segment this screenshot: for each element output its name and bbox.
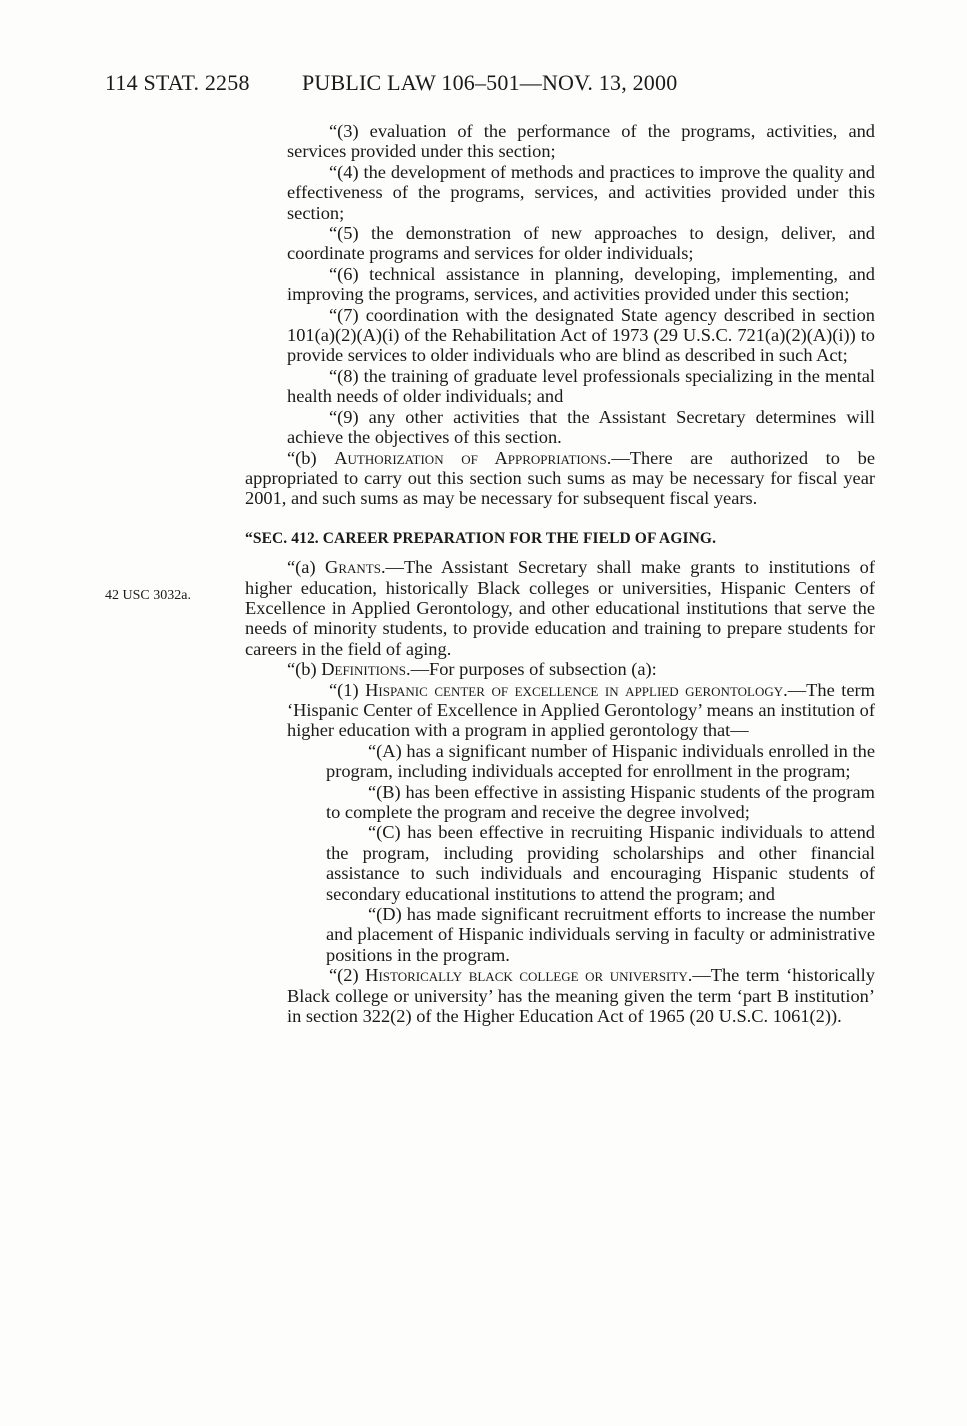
subsection-b-label: “(b) [287, 447, 335, 468]
subsection-a-label: “(a) [287, 557, 326, 578]
clause-c: “(C) has been effective in recruiting Hispanic individuals to attend the program, including providing scholarships and other financial assistance to such individuals and encouraging Hispanic students of secondary educational institutions to attend the program; and [326, 822, 875, 904]
page-header [105, 70, 875, 100]
definitions-text: .—For purposes of subsection (a): [406, 659, 657, 680]
paragraph-6: “(6) technical assistance in planning, developing, implementing, and improving the programs, services, and activities provided under this section; [287, 263, 875, 305]
definition-2 [245, 965, 875, 1026]
document-body [245, 121, 875, 1026]
paragraph-4: “(4) the development of methods and practices to improve the quality and effectiveness of the programs, services, and activities provided under this section; [287, 161, 875, 223]
subsection-a-text: .—The Assistant Secretary shall make grants to institutions of higher education, historically Black colleges or universities, Hispanic Centers of Excellence in Applied Gerontology, and other educational institutions that serve the needs of minority students, to provide education and training to prepare students for careers in the field of aging. [245, 557, 875, 659]
paragraph-3: “(3) evaluation of the performance of the programs, activities, and services provided under this section; [287, 121, 875, 162]
definition-1-label: “(1) [329, 679, 366, 700]
clause-d: “(D) has made significant recruitment efforts to increase the number and placement of Hispanic individuals serving in faculty or administrative positions in the program. [326, 904, 875, 965]
definition-2-text: .—The term ‘historically Black college or university’ has the meaning given the term ‘part B institution’ in section 322(2) of the Higher Education Act of 1965 (20 U.S.C. 1061(2)). [287, 965, 875, 1027]
definitions-label: “(b) [287, 659, 322, 680]
subsection-b-heading: Authorization of Appropriations [334, 447, 607, 468]
law-title: PUBLIC LAW 106–501—NOV. 13, 2000 [302, 70, 678, 95]
section-heading: “SEC. 412. CAREER PREPARATION FOR THE FIELD OF AGING. [245, 529, 717, 547]
definition-1-heading: Hispanic center of excellence in applied gerontology [365, 679, 784, 700]
subsection-b-appropriations [245, 448, 875, 509]
subsection-b-text: .—There are authorized to be appropriated to carry out this section such sums as may be necessary for fiscal year 2001, and such sums as may be necessary for subsequent fiscal years. [245, 447, 875, 509]
clause-a: “(A) has a significant number of Hispanic individuals enrolled in the program, including individuals accepted for enrollment in the program; [326, 740, 875, 782]
definition-1-text: .—The term ‘Hispanic Center of Excellence in Applied Gerontology’ means an institution of higher education with a program in applied gerontology that— [287, 679, 875, 741]
definitions-heading: Definitions [321, 659, 406, 680]
definition-2-heading: Historically black college or university [365, 965, 688, 986]
definition-1 [245, 680, 875, 741]
page-number: 114 STAT. 2258 [105, 70, 250, 95]
margin-citation: 42 USC 3032a. [105, 588, 191, 603]
subsection-b-definitions [245, 659, 875, 679]
clause-b: “(B) has been effective in assisting Hispanic students of the program to complete the program and receive the degree involved; [326, 781, 875, 822]
paragraph-9: “(9) any other activities that the Assistant Secretary determines will achieve the objectives of this section. [287, 406, 875, 448]
paragraph-7: “(7) coordination with the designated State agency described in section 101(a)(2)(A)(i) of the Rehabilitation Act of 1973 (29 U.S.C. 721(a)(2)(A)(i)) to provide services to older individuals who are blind as described in such Act; [287, 304, 875, 366]
paragraph-5: “(5) the demonstration of new approaches to design, deliver, and coordinate programs and services for older individuals; [287, 223, 875, 264]
subsection-a-heading: Grants [325, 557, 381, 578]
definition-2-label: “(2) [329, 965, 366, 986]
paragraph-8: “(8) the training of graduate level professionals specializing in the mental health needs of older individuals; and [287, 365, 875, 407]
subsection-a-grants [245, 557, 875, 659]
